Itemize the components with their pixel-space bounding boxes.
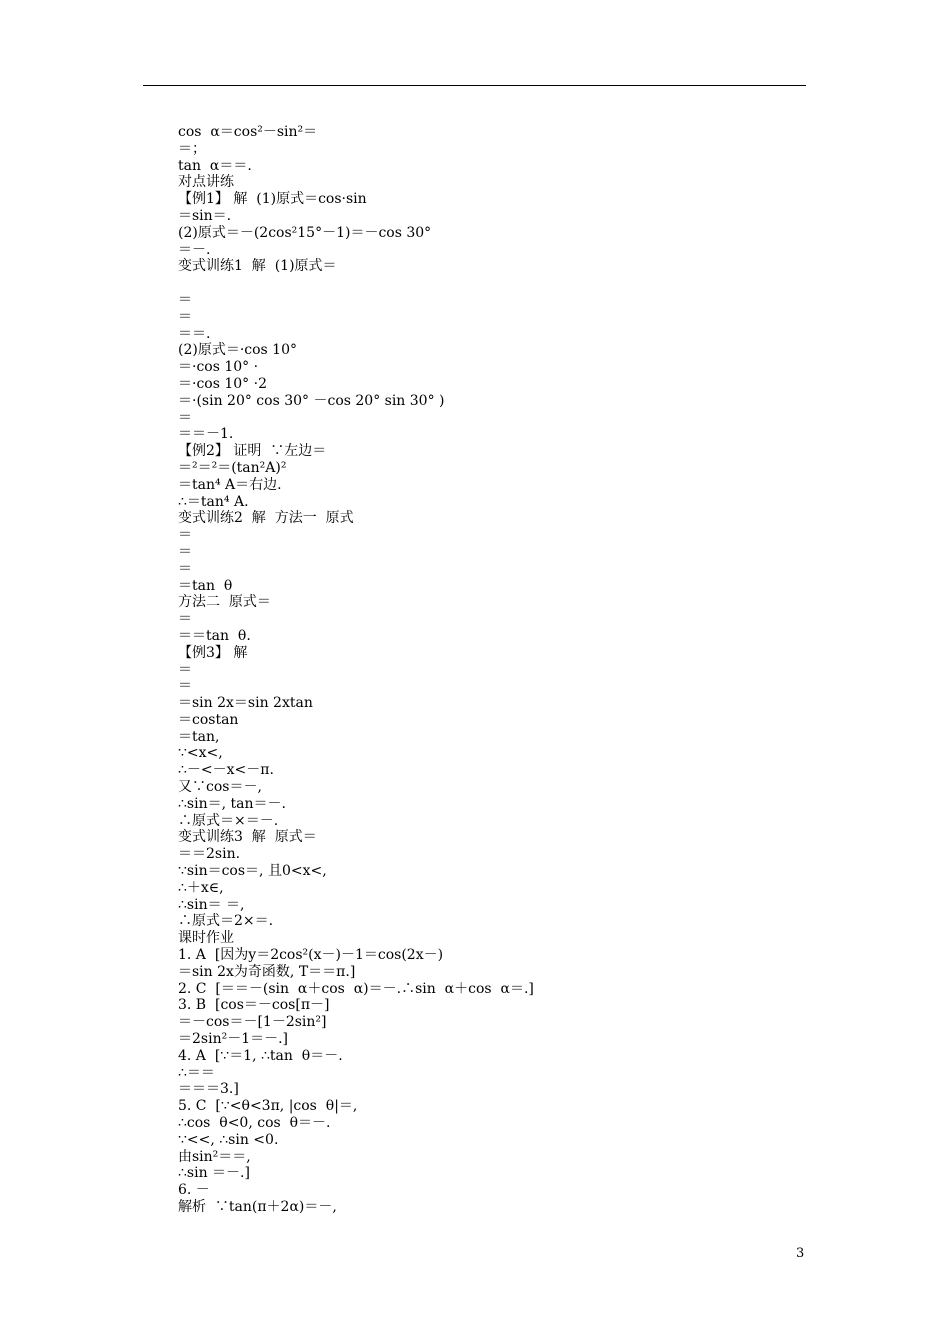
text-line: ＝＝.	[178, 325, 211, 342]
text-line: ∵sin＝cos＝, 且0<x<,	[178, 863, 327, 880]
text-line: ∵<<, ∴sin <0.	[178, 1131, 279, 1148]
text-line: ∴原式＝2×＝.	[178, 913, 274, 930]
text-line: ＝＝2sin.	[178, 846, 241, 863]
page-number: 3	[796, 1246, 805, 1261]
text-line: 方法二 原式＝	[178, 594, 271, 611]
text-line: ＝sin 2x＝sin 2xtan	[178, 695, 313, 712]
text-line: 变式训练2 解 方法一 原式	[178, 510, 354, 527]
text-line: ∴＋x∈,	[178, 879, 224, 896]
text-line: ＝	[178, 409, 192, 426]
text-line: 变式训练1 解 (1)原式＝	[178, 258, 337, 275]
text-line: 6. －	[178, 1182, 210, 1199]
text-line: 1. A [因为y＝2cos²(x－)－1＝cos(2x－)	[178, 947, 444, 964]
text-line: 对点讲练	[178, 174, 234, 191]
text-line: ＝＝tan θ.	[178, 627, 251, 644]
text-line: ∴sin＝ ＝,	[178, 896, 245, 913]
text-line: ＝－.	[178, 241, 211, 258]
header-rule	[143, 85, 806, 86]
text-line: ∵<x<,	[178, 745, 223, 762]
text-line: ＝2sin²－1＝－.]	[178, 1031, 289, 1048]
text-line: ＝；	[178, 140, 206, 157]
text-line: 由sin²＝＝,	[178, 1148, 251, 1165]
text-line: ＝tan,	[178, 728, 220, 745]
text-line: 4. A [∵＝1, ∴tan θ＝－.	[178, 1047, 343, 1064]
text-line: ＝＝－1.	[178, 426, 234, 443]
text-line: ＝·(sin 20° cos 30° －cos 20° sin 30° )	[178, 392, 445, 409]
text-line: ＝·cos 10° ·2	[178, 375, 267, 392]
text-line: (2)原式＝－(2cos²15°－1)＝－cos 30°	[178, 224, 432, 241]
text-line: 2. C [＝＝－(sin α＋cos α)＝－.∴sin α＋cos α＝.]	[178, 980, 534, 997]
text-line: ＝	[178, 661, 192, 678]
text-line: ＝－cos＝－[1－2sin²]	[178, 1014, 327, 1031]
text-line: ∴－<－x<－π.	[178, 762, 274, 779]
text-line: 变式训练3 解 原式＝	[178, 829, 317, 846]
text-line: ＝	[178, 543, 192, 560]
text-line: 【例2】 证明 ∵左边＝	[178, 443, 327, 460]
text-line: 解析 ∵tan(π＋2α)＝－,	[178, 1199, 337, 1215]
text-line: ∴sin＝, tan＝－.	[178, 795, 286, 812]
text-line: ＝costan	[178, 711, 239, 728]
text-line: tan α＝＝.	[178, 157, 252, 174]
text-line: ＝	[178, 611, 192, 628]
text-line: ＝	[178, 678, 192, 695]
text-line: ＝tan θ	[178, 577, 233, 594]
text-line: 【例1】 解 (1)原式＝cos·sin	[178, 191, 367, 208]
text-line: ∴原式＝×＝－.	[178, 812, 279, 829]
text-line: ＝	[178, 527, 192, 544]
text-line: 【例3】 解	[178, 644, 248, 661]
text-line: ∴＝tan⁴ A.	[178, 493, 249, 510]
text-line: ＝sin 2x为奇函数, T＝＝π.]	[178, 963, 356, 980]
text-line: ∴cos θ<0, cos θ＝－.	[178, 1115, 331, 1132]
text-line: ＝tan⁴ A＝右边.	[178, 476, 282, 493]
text-line	[178, 275, 798, 292]
text-line: cos α＝cos²－sin²＝	[178, 124, 318, 140]
text-line: 又∵cos＝－,	[178, 779, 262, 796]
text-line: ＝	[178, 291, 192, 308]
text-line: ＝²＝²＝(tan²A)²	[178, 459, 287, 476]
text-line: ∴sin ＝－.]	[178, 1165, 250, 1182]
text-line: 3. B [cos＝－cos[π－]	[178, 997, 330, 1014]
text-line: ＝	[178, 560, 192, 577]
text-line: ∴＝＝	[178, 1064, 215, 1081]
text-line: ＝＝＝3.]	[178, 1081, 239, 1098]
text-line: 课时作业	[178, 930, 234, 947]
text-line: ＝·cos 10° ·	[178, 359, 259, 376]
text-line: ＝sin＝.	[178, 207, 232, 224]
answer-text-body	[178, 124, 798, 1216]
text-line: ＝	[178, 308, 192, 325]
text-line: 5. C [∵<θ<3π, |cos θ|＝,	[178, 1098, 358, 1115]
text-line: (2)原式＝·cos 10°	[178, 342, 297, 359]
